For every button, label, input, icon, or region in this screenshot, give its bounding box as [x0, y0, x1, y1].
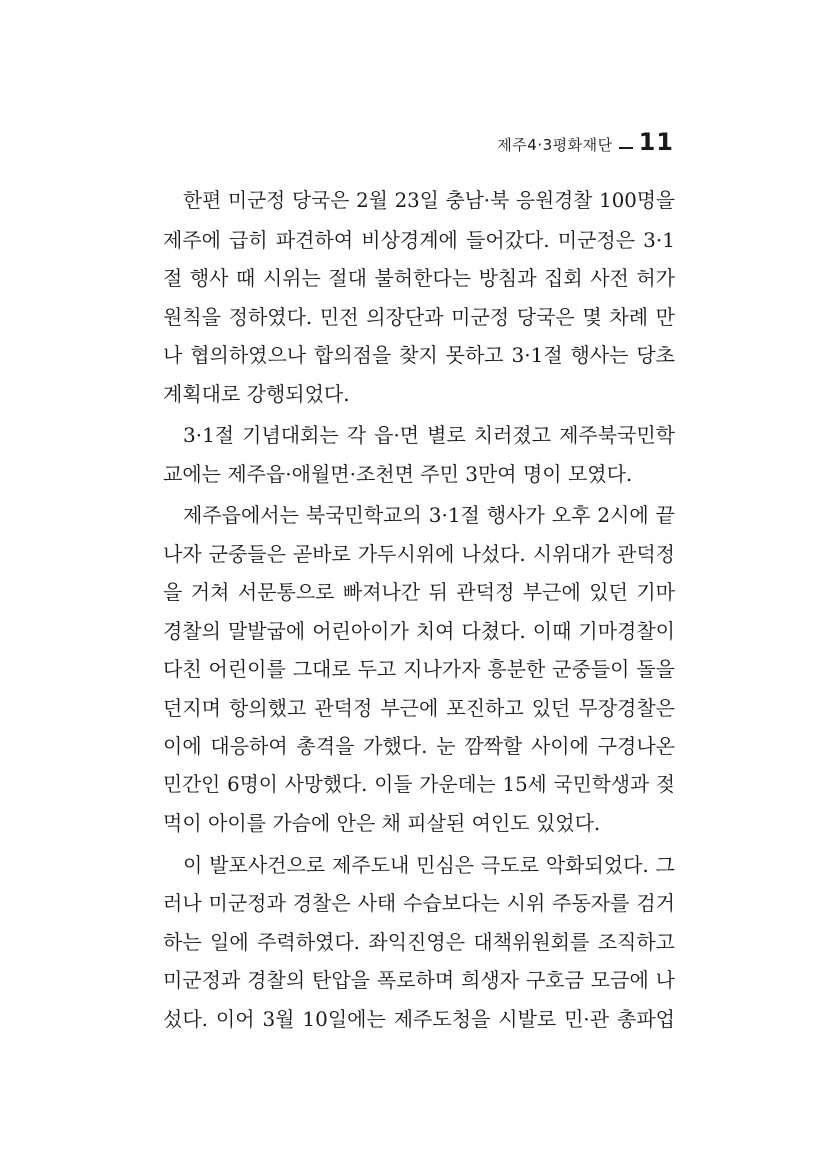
text-line: 경찰의 말발굽에 어린아이가 치여 다쳤다. 이때 기마경찰이 [163, 618, 675, 643]
text-line: 하는 일에 주력하였다. 좌익진영은 대책위원회를 조직하고 [163, 929, 675, 954]
text-line: 한편 미군정 당국은 2월 23일 충남·북 응원경찰 100명을 [183, 189, 675, 212]
text-line: 미군정과 경찰의 탄압을 폭로하며 희생자 구호금 모금에 나 [163, 968, 675, 992]
running-header [497, 128, 674, 156]
text-line: 이에 대응하여 총격을 가했다. 눈 깜짝할 사이에 구경나온 [163, 734, 675, 758]
paragraph-2 [143, 416, 675, 493]
text-line: 러나 미군정과 경찰은 사태 수습보다는 시위 주동자를 검거 [163, 891, 675, 915]
header-title: 제주4·3평화재단 [497, 136, 613, 154]
text-line: 제주에 급히 파견하여 비상경계에 들어갔다. 미군정은 3·1 [163, 227, 675, 252]
text-line: 원칙을 정하였다. 민전 의장단과 미군정 당국은 몇 차례 만 [163, 304, 675, 329]
text-line: 던지며 항의했고 관덕정 부근에 포진하고 있던 무장경찰은 [163, 695, 675, 720]
text-line: 민간인 6명이 사망했다. 이들 가운데는 15세 국민학생과 젖 [163, 772, 675, 796]
text-line: 절 행사 때 시위는 절대 불허한다는 방침과 집회 사전 허가 [163, 266, 675, 290]
text-line: 다친 어린이를 그대로 두고 지나가자 흥분한 군중들이 돌을 [163, 657, 675, 681]
page-number: 11 [638, 128, 674, 156]
paragraph-4 [143, 846, 675, 1039]
text-line: 나자 군중들은 곧바로 가두시위에 나섰다. 시위대가 관덕정 [163, 541, 675, 566]
text-line: 교에는 제주읍·애월면·조천면 주민 3만여 명이 모였다. [163, 461, 633, 486]
text-line: 을 거쳐 서문통으로 빠져나간 뒤 관덕정 부근에 있던 기마 [163, 580, 675, 604]
paragraph-1 [143, 182, 675, 413]
text-line: 이 발포사건으로 제주도내 민심은 극도로 악화되었다. 그 [183, 852, 675, 877]
text-line: 나 협의하였으나 합의점을 찾지 못하고 3·1절 행사는 당초 [163, 343, 675, 367]
paragraph-3 [143, 496, 675, 843]
text-line: 계획대로 강행되었다. [163, 381, 350, 406]
text-line: 3·1절 기념대회는 각 읍·면 별로 치러졌고 제주북국민학 [183, 423, 675, 447]
header-rule [619, 147, 633, 149]
text-line: 제주읍에서는 북국민학교의 3·1절 행사가 오후 2시에 끝 [183, 503, 675, 527]
text-line: 먹이 아이를 가슴에 안은 채 피살된 여인도 있었다. [163, 811, 601, 835]
body-text [143, 182, 675, 1038]
text-line: 섰다. 이어 3월 10일에는 제주도청을 시발로 민·관 총파업 [163, 1006, 675, 1031]
